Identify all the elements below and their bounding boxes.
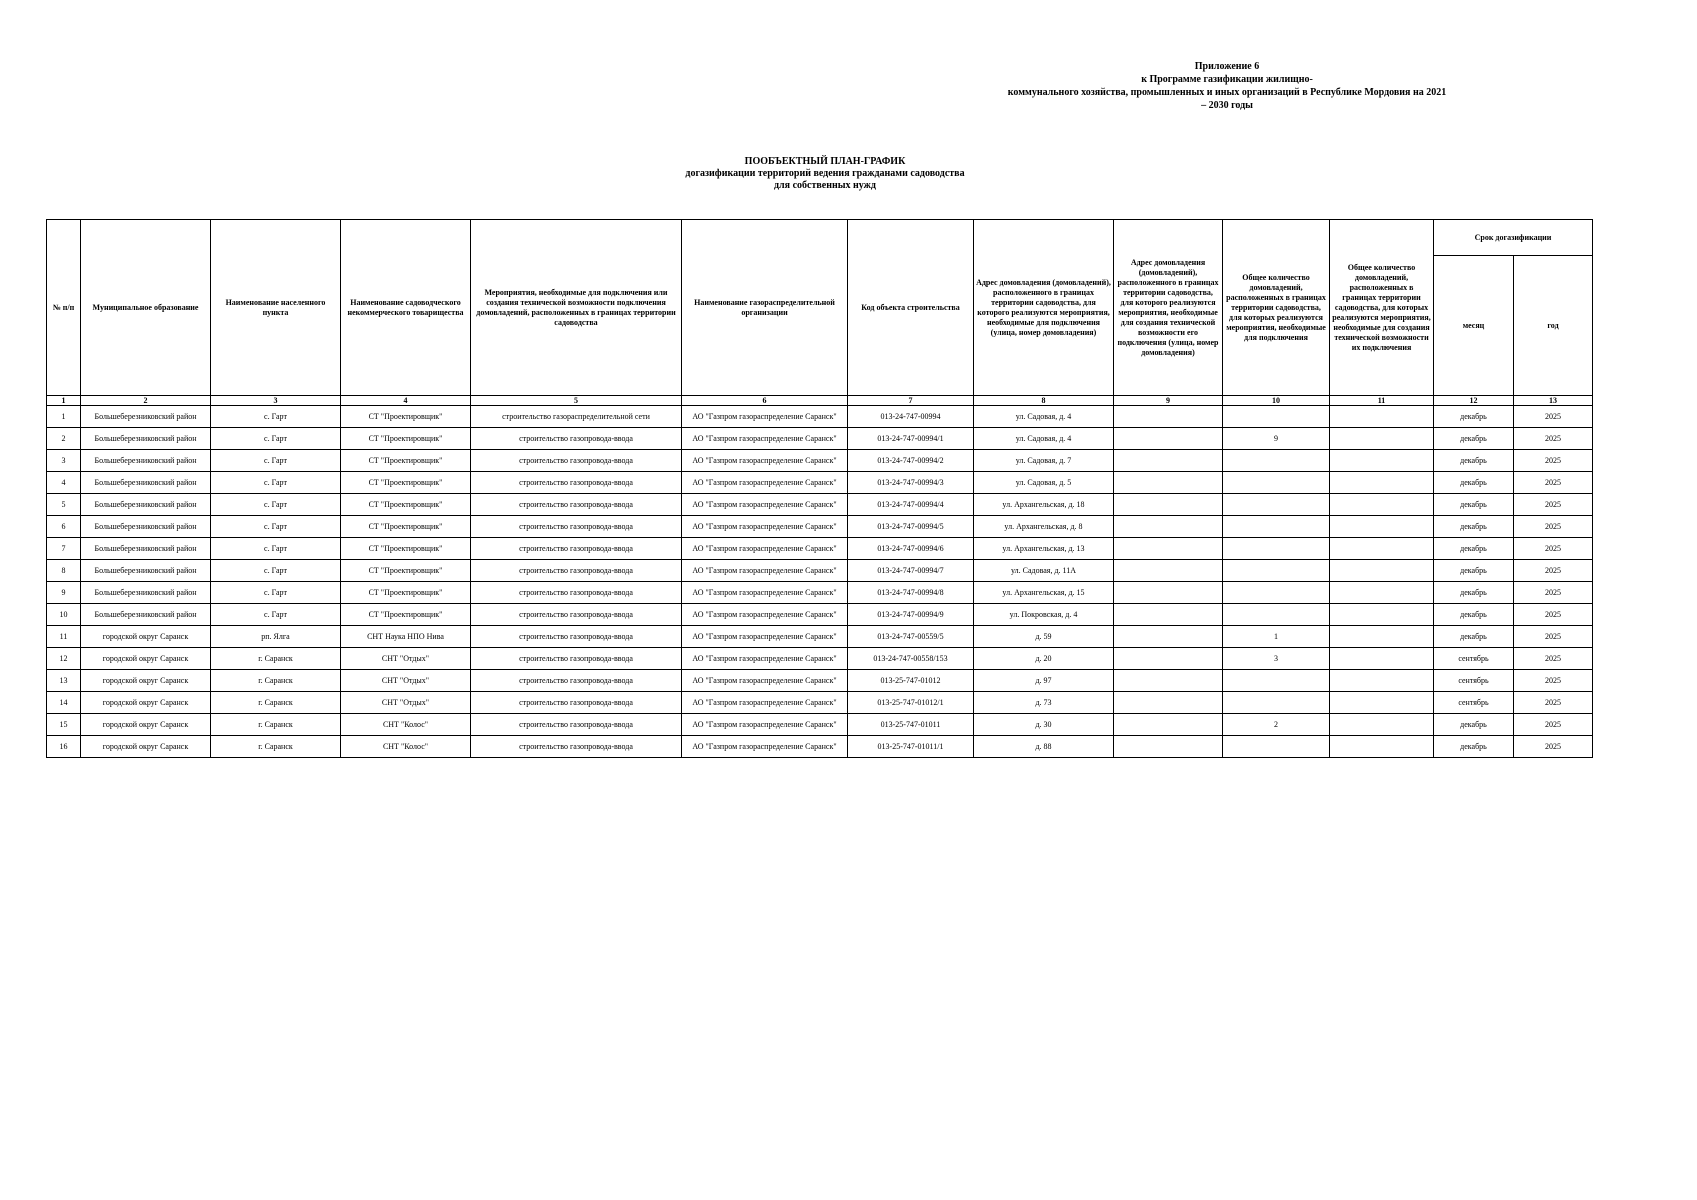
table-cell [1114,582,1223,604]
table-cell: АО "Газпром газораспределение Саранск" [682,714,848,736]
document-title [0,156,1650,192]
table-cell: декабрь [1434,472,1514,494]
table-cell: АО "Газпром газораспределение Саранск" [682,648,848,670]
table-cell: строительство газопровода-ввода [471,560,682,582]
appendix-line-2: к Программе газификации жилищно- [1141,74,1313,85]
table-cell: сентябрь [1434,692,1514,714]
table-row [47,692,1593,714]
table-row [47,406,1593,428]
table-cell [1223,692,1330,714]
table-cell [1223,406,1330,428]
table-row [47,428,1593,450]
table-cell: СНТ "Колос" [341,714,471,736]
table-cell: 11 [47,626,81,648]
table-cell: декабрь [1434,582,1514,604]
table-cell: г. Саранск [211,714,341,736]
header-cell: Муниципальное образование [81,220,211,396]
table-cell [1114,406,1223,428]
table-cell [1223,516,1330,538]
table-cell: 013-25-747-01012 [848,670,974,692]
table-cell: ул. Садовая, д. 4 [974,428,1114,450]
table-cell [1223,736,1330,758]
table-cell: г. Саранск [211,670,341,692]
table-cell: с. Гарт [211,560,341,582]
table-cell: ул. Садовая, д. 7 [974,450,1114,472]
table-cell: городской округ Саранск [81,648,211,670]
table-cell: строительство газопровода-ввода [471,714,682,736]
table-cell: Большеберезниковский район [81,604,211,626]
table-cell [1114,714,1223,736]
table-cell: декабрь [1434,406,1514,428]
table-cell: 013-25-747-01012/1 [848,692,974,714]
table-cell [1330,692,1434,714]
column-number-row [47,396,1593,406]
table-cell: д. 73 [974,692,1114,714]
column-number: 1 [47,396,81,406]
table-row [47,494,1593,516]
table-cell: строительство газопровода-ввода [471,428,682,450]
table-cell: СТ "Проектировщик" [341,560,471,582]
table-cell: Большеберезниковский район [81,560,211,582]
table-cell [1223,472,1330,494]
title-line-3: для собственных нужд [774,180,876,191]
table-row [47,516,1593,538]
table-row [47,714,1593,736]
table-cell: 2025 [1514,604,1593,626]
table-cell: 2025 [1514,670,1593,692]
table-cell: строительство газопровода-ввода [471,582,682,604]
table-cell [1114,450,1223,472]
table-cell: Большеберезниковский район [81,582,211,604]
table-cell: 2025 [1514,406,1593,428]
table-cell: с. Гарт [211,538,341,560]
column-number: 7 [848,396,974,406]
appendix-line-1: Приложение 6 [1194,61,1260,72]
table-cell: 1 [1223,626,1330,648]
table-cell: 013-24-747-00994/8 [848,582,974,604]
column-number: 11 [1330,396,1434,406]
table-cell [1330,714,1434,736]
table-cell: 4 [47,472,81,494]
header-cell: Общее количество домовладений, расположенных в границах территории садоводства, для которых реализуются мероприятия, необходимые для подключения [1223,220,1330,396]
table-cell [1114,692,1223,714]
table-cell: СТ "Проектировщик" [341,406,471,428]
table-cell: д. 20 [974,648,1114,670]
column-number: 6 [682,396,848,406]
table-cell: г. Саранск [211,648,341,670]
plan-schedule-table [46,219,1593,758]
table-cell: АО "Газпром газораспределение Саранск" [682,692,848,714]
table-cell: с. Гарт [211,604,341,626]
table-cell [1330,560,1434,582]
header-cell: Адрес домовладения (домовладений), расположенного в границах территории садоводства, для которого реализуются мероприятия, необходимые для создания технической возможности его подключения (улица, номер домовладения) [1114,220,1223,396]
table-cell: строительство газораспределительной сети [471,406,682,428]
title-line-2: догазификации территорий ведения гражданами садоводства [685,168,965,179]
table-cell: 2025 [1514,494,1593,516]
table-cell: 10 [47,604,81,626]
table-row [47,626,1593,648]
column-number: 12 [1434,396,1514,406]
table-cell: 013-25-747-01011 [848,714,974,736]
table-cell [1114,736,1223,758]
header-cell: Адрес домовладения (домовладений), расположенного в границах территории садоводства, для которого реализуются мероприятия, необходимые для подключения (улица, номер домовладения) [974,220,1114,396]
table-cell: с. Гарт [211,582,341,604]
table-row [47,450,1593,472]
table-cell: строительство газопровода-ввода [471,450,682,472]
table-cell: 013-24-747-00994/5 [848,516,974,538]
table-cell: ул. Архангельская, д. 8 [974,516,1114,538]
table-cell: 13 [47,670,81,692]
table-cell: д. 88 [974,736,1114,758]
table-cell: ул. Архангельская, д. 18 [974,494,1114,516]
column-number: 8 [974,396,1114,406]
column-number: 5 [471,396,682,406]
table-row [47,472,1593,494]
table-cell: строительство газопровода-ввода [471,648,682,670]
table-cell: декабрь [1434,516,1514,538]
table-cell: 16 [47,736,81,758]
table-cell [1330,428,1434,450]
table-cell: СНТ "Отдых" [341,648,471,670]
table-cell: 2025 [1514,626,1593,648]
table-cell: декабрь [1434,428,1514,450]
table-cell: 9 [47,582,81,604]
table-row [47,604,1593,626]
table-cell: АО "Газпром газораспределение Саранск" [682,406,848,428]
appendix-note [967,60,1487,112]
table-cell: сентябрь [1434,648,1514,670]
table-cell: 013-24-747-00558/153 [848,648,974,670]
table-cell: с. Гарт [211,472,341,494]
table-cell: ул. Садовая, д. 11А [974,560,1114,582]
table-cell [1223,494,1330,516]
table-cell: АО "Газпром газораспределение Саранск" [682,494,848,516]
table-cell: ул. Архангельская, д. 13 [974,538,1114,560]
table-cell [1223,670,1330,692]
table-cell: Большеберезниковский район [81,494,211,516]
table-cell [1330,472,1434,494]
table-cell: 9 [1223,428,1330,450]
table-cell: Большеберезниковский район [81,538,211,560]
table-cell: 2025 [1514,582,1593,604]
table-cell: городской округ Саранск [81,714,211,736]
table-cell: 013-24-747-00994/7 [848,560,974,582]
table-cell: декабрь [1434,626,1514,648]
table-cell: сентябрь [1434,670,1514,692]
table-row [47,560,1593,582]
table-cell [1114,648,1223,670]
table-cell [1114,670,1223,692]
table-cell: г. Саранск [211,736,341,758]
table-cell: АО "Газпром газораспределение Саранск" [682,626,848,648]
column-number: 13 [1514,396,1593,406]
table-cell: АО "Газпром газораспределение Саранск" [682,736,848,758]
table-cell: 2025 [1514,714,1593,736]
table-cell [1330,494,1434,516]
table-cell: городской округ Саранск [81,670,211,692]
appendix-line-3: коммунального хозяйства, промышленных и иных организаций в Республике Мордовия на 2021 [1007,87,1447,98]
appendix-line-4: – 2030 годы [1201,100,1253,111]
table-cell: д. 30 [974,714,1114,736]
table-cell [1330,626,1434,648]
table-cell: 2025 [1514,538,1593,560]
table-cell: 2025 [1514,560,1593,582]
table-cell: 013-24-747-00994/2 [848,450,974,472]
table-cell: декабрь [1434,494,1514,516]
header-cell: Код объекта строительства [848,220,974,396]
header-cell: Наименование населенного пункта [211,220,341,396]
table-row [47,648,1593,670]
table-cell: декабрь [1434,714,1514,736]
table-cell: строительство газопровода-ввода [471,494,682,516]
table-cell: с. Гарт [211,428,341,450]
table-cell: СТ "Проектировщик" [341,516,471,538]
column-number: 3 [211,396,341,406]
table-cell: СТ "Проектировщик" [341,604,471,626]
table-cell [1330,736,1434,758]
table-cell: ул. Покровская, д. 4 [974,604,1114,626]
table-cell: д. 59 [974,626,1114,648]
table-cell [1330,538,1434,560]
column-number: 10 [1223,396,1330,406]
table-cell: 013-24-747-00994 [848,406,974,428]
table-cell: рп. Ялга [211,626,341,648]
table-cell [1330,406,1434,428]
table-cell [1330,604,1434,626]
table-cell: 2025 [1514,692,1593,714]
table-cell: городской округ Саранск [81,736,211,758]
table-cell: Большеберезниковский район [81,450,211,472]
table-cell: строительство газопровода-ввода [471,670,682,692]
table-cell: 013-24-747-00994/4 [848,494,974,516]
month-header: месяц [1434,256,1514,396]
table-cell: 2025 [1514,736,1593,758]
header-cell: № п/п [47,220,81,396]
table-cell: строительство газопровода-ввода [471,516,682,538]
table-cell: с. Гарт [211,450,341,472]
table-cell: Большеберезниковский район [81,516,211,538]
table-cell: 013-24-747-00559/5 [848,626,974,648]
table-cell [1114,516,1223,538]
table-cell: декабрь [1434,538,1514,560]
table-cell: 2 [1223,714,1330,736]
table-cell [1223,560,1330,582]
table-cell: городской округ Саранск [81,626,211,648]
table-cell: АО "Газпром газораспределение Саранск" [682,582,848,604]
table-row [47,582,1593,604]
table-cell [1223,450,1330,472]
table-cell: СТ "Проектировщик" [341,582,471,604]
table-row [47,538,1593,560]
table-cell: строительство газопровода-ввода [471,692,682,714]
table-cell: СНТ "Отдых" [341,692,471,714]
table-cell: декабрь [1434,560,1514,582]
column-number: 9 [1114,396,1223,406]
table-cell [1223,582,1330,604]
table-cell [1114,428,1223,450]
table-cell: с. Гарт [211,406,341,428]
title-line-1: ПООБЪЕКТНЫЙ ПЛАН-ГРАФИК [744,156,906,167]
header-cell: Мероприятия, необходимые для подключения или создания технической возможности подключения домовладений, расположенных в границах территории садоводства [471,220,682,396]
table-cell: 2 [47,428,81,450]
table-cell [1114,494,1223,516]
table-cell: 013-24-747-00994/6 [848,538,974,560]
table-cell: декабрь [1434,450,1514,472]
table-cell: 12 [47,648,81,670]
table-cell: 013-24-747-00994/9 [848,604,974,626]
column-number: 4 [341,396,471,406]
table-cell: СТ "Проектировщик" [341,472,471,494]
table-cell [1330,450,1434,472]
table-cell [1114,472,1223,494]
table-cell: 2025 [1514,450,1593,472]
table-cell: 2025 [1514,516,1593,538]
table-cell: СТ "Проектировщик" [341,538,471,560]
table-cell: АО "Газпром газораспределение Саранск" [682,670,848,692]
table-cell: 2025 [1514,648,1593,670]
table-cell: 14 [47,692,81,714]
table-cell [1114,604,1223,626]
table-cell: 3 [1223,648,1330,670]
table-cell [1223,604,1330,626]
table-cell: АО "Газпром газораспределение Саранск" [682,560,848,582]
table-cell: декабрь [1434,604,1514,626]
table-row [47,736,1593,758]
table-cell: АО "Газпром газораспределение Саранск" [682,538,848,560]
table-cell: декабрь [1434,736,1514,758]
deadline-header: Срок догазификации [1434,220,1593,256]
column-number: 2 [81,396,211,406]
table-cell [1114,626,1223,648]
table-cell: Большеберезниковский район [81,472,211,494]
table-cell: СНТ Наука НПО Нива [341,626,471,648]
table-cell: АО "Газпром газораспределение Саранск" [682,472,848,494]
table-cell: с. Гарт [211,494,341,516]
table-cell: 2025 [1514,428,1593,450]
table-cell [1330,582,1434,604]
table-cell: городской округ Саранск [81,692,211,714]
table-cell: строительство газопровода-ввода [471,736,682,758]
table-cell: 1 [47,406,81,428]
table-cell: 15 [47,714,81,736]
header-cell: Наименование садоводческого некоммерческого товарищества [341,220,471,396]
table-cell [1114,538,1223,560]
table-cell: 8 [47,560,81,582]
table-cell: Большеберезниковский район [81,428,211,450]
table-cell: 013-24-747-00994/1 [848,428,974,450]
table-cell [1330,516,1434,538]
table-cell [1223,538,1330,560]
table-body [47,406,1593,758]
table-cell: СТ "Проектировщик" [341,494,471,516]
table-cell: строительство газопровода-ввода [471,626,682,648]
table-cell: г. Саранск [211,692,341,714]
table-cell [1330,648,1434,670]
table-cell [1114,560,1223,582]
header-cell: Общее количество домовладений, расположенных в границах территории садоводства, для которых реализуются мероприятия, необходимые для создания технической возможности их подключения [1330,220,1434,396]
table-cell: АО "Газпром газораспределение Саранск" [682,450,848,472]
table-cell: СНТ "Колос" [341,736,471,758]
table-cell: 013-24-747-00994/3 [848,472,974,494]
table-cell: 6 [47,516,81,538]
table-cell: строительство газопровода-ввода [471,604,682,626]
table-cell: с. Гарт [211,516,341,538]
table-cell: 2025 [1514,472,1593,494]
table-cell: строительство газопровода-ввода [471,538,682,560]
table-cell: АО "Газпром газораспределение Саранск" [682,516,848,538]
table-cell: 3 [47,450,81,472]
table-cell: 7 [47,538,81,560]
table-cell: 013-25-747-01011/1 [848,736,974,758]
table-cell: ул. Садовая, д. 4 [974,406,1114,428]
table-cell: ул. Садовая, д. 5 [974,472,1114,494]
table-cell: СНТ "Отдых" [341,670,471,692]
table-cell: строительство газопровода-ввода [471,472,682,494]
header-cell: Наименование газораспределительной организации [682,220,848,396]
table-cell: д. 97 [974,670,1114,692]
table-cell: АО "Газпром газораспределение Саранск" [682,428,848,450]
table-cell: СТ "Проектировщик" [341,450,471,472]
table-row [47,670,1593,692]
table-cell: СТ "Проектировщик" [341,428,471,450]
table-cell: АО "Газпром газораспределение Саранск" [682,604,848,626]
table-cell: ул. Архангельская, д. 15 [974,582,1114,604]
table-cell [1330,670,1434,692]
year-header: год [1514,256,1593,396]
table-cell: 5 [47,494,81,516]
table-cell: Большеберезниковский район [81,406,211,428]
